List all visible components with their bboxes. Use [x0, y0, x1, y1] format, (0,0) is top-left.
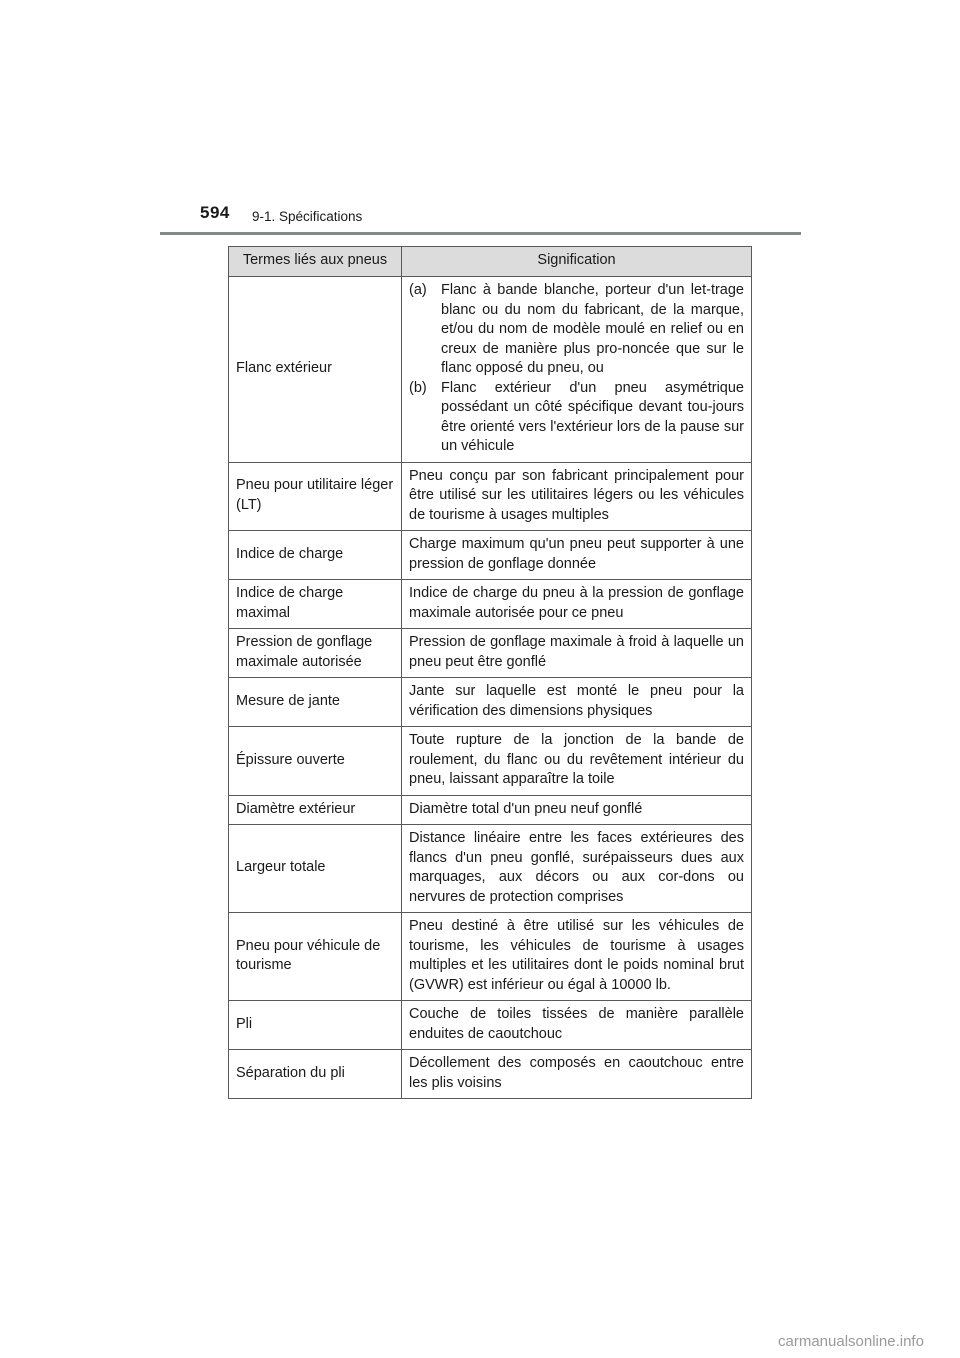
meaning-text: Jante sur laquelle est monté le pneu pour la vérification des dimensions physiques	[409, 683, 744, 719]
meaning-text: Charge maximum qu'un pneu peut supporter à une pression de gonflage donnée	[409, 536, 744, 572]
meaning-list	[409, 281, 744, 457]
table-header	[229, 247, 752, 277]
list-item-text: Flanc extérieur d'un pneu asymétrique possédant un côté spécifique devant tou-jours être orienté vers l'extérieur lors de la pause sur un véhicule	[441, 379, 744, 454]
meaning-text: Décollement des composés en caoutchouc entre les plis voisins	[409, 1055, 744, 1091]
meaning-text: Distance linéaire entre les faces extérieures des flancs d'un pneu gonflé, surépaisseurs dues aux marquages, aux décors ou aux cor-dons ou nervures de protection comprises	[409, 830, 744, 905]
meaning-text: Pneu destiné à être utilisé sur les véhicules de tourisme, les véhicules de tourisme à usages multiples et les utilitaires dont le poids nominal brut (GVWR) est inférieur ou égal à 10000 lb.	[409, 918, 744, 993]
meaning-cell	[402, 913, 752, 1001]
meaning-cell	[402, 580, 752, 629]
table-row	[229, 629, 752, 678]
tire-terms-table	[228, 246, 752, 1099]
column-header-meaning: Signification	[402, 247, 752, 277]
term-cell: Pneu pour véhicule de tourisme	[229, 913, 402, 1001]
term-cell: Mesure de jante	[229, 678, 402, 727]
meaning-text: Pression de gonflage maximale à froid à laquelle un pneu peut être gonflé	[409, 634, 744, 670]
table-body	[229, 277, 752, 1099]
table-row	[229, 580, 752, 629]
term-cell: Largeur totale	[229, 825, 402, 913]
table-row	[229, 1001, 752, 1050]
meaning-list-item	[409, 379, 744, 457]
meaning-cell	[402, 462, 752, 531]
meaning-cell	[402, 678, 752, 727]
meaning-cell	[402, 825, 752, 913]
meaning-text: Diamètre total d'un pneu neuf gonflé	[409, 800, 643, 817]
meaning-cell	[402, 795, 752, 825]
meaning-list-item	[409, 281, 744, 379]
header-divider	[160, 232, 801, 235]
list-item-text: Flanc à bande blanche, porteur d'un let-trage blanc ou du nom du fabricant, de la marque, et/ou du nom de modèle moulé en relief ou en creux de manière plus pro-noncée que sur le flanc opposé du pneu, ou	[441, 282, 744, 376]
term-cell: Diamètre extérieur	[229, 795, 402, 825]
list-marker: (a)	[409, 282, 427, 298]
table-row	[229, 727, 752, 796]
table-row	[229, 795, 752, 825]
table-row	[229, 913, 752, 1001]
meaning-text: Couche de toiles tissées de manière parallèle enduites de caoutchouc	[409, 1006, 744, 1042]
term-cell: Séparation du pli	[229, 1050, 402, 1099]
table-row	[229, 277, 752, 463]
term-cell: Pli	[229, 1001, 402, 1050]
term-cell: Pneu pour utilitaire léger (LT)	[229, 462, 402, 531]
watermark-text: carmanualsonline.info	[778, 1333, 924, 1350]
table-row	[229, 825, 752, 913]
meaning-text: Indice de charge du pneu à la pression de gonflage maximale autorisée pour ce pneu	[409, 585, 744, 621]
table-row	[229, 1050, 752, 1099]
list-marker: (b)	[409, 379, 427, 396]
table-row	[229, 678, 752, 727]
meaning-cell	[402, 727, 752, 796]
term-cell: Indice de charge	[229, 531, 402, 580]
table-row	[229, 462, 752, 531]
table-header-row	[229, 247, 752, 277]
meaning-cell	[402, 1050, 752, 1099]
column-header-term: Termes liés aux pneus	[229, 247, 402, 277]
page-number: 594	[200, 203, 230, 222]
meaning-cell	[402, 629, 752, 678]
term-cell: Pression de gonflage maximale autorisée	[229, 629, 402, 678]
term-cell: Flanc extérieur	[229, 277, 402, 463]
term-cell: Épissure ouverte	[229, 727, 402, 796]
meaning-text: Pneu conçu par son fabricant principalement pour être utilisé sur les utilitaires légers ou les véhicules de tourisme à usages multiples	[409, 467, 744, 523]
section-title: 9-1. Spécifications	[252, 209, 363, 224]
meaning-cell	[402, 1001, 752, 1050]
meaning-cell	[402, 277, 752, 463]
term-cell: Indice de charge maximal	[229, 580, 402, 629]
table-row	[229, 531, 752, 580]
meaning-text: Toute rupture de la jonction de la bande de roulement, du flanc ou du revêtement intérieur du pneu, laissant apparaître la toile	[409, 732, 744, 787]
meaning-cell	[402, 531, 752, 580]
